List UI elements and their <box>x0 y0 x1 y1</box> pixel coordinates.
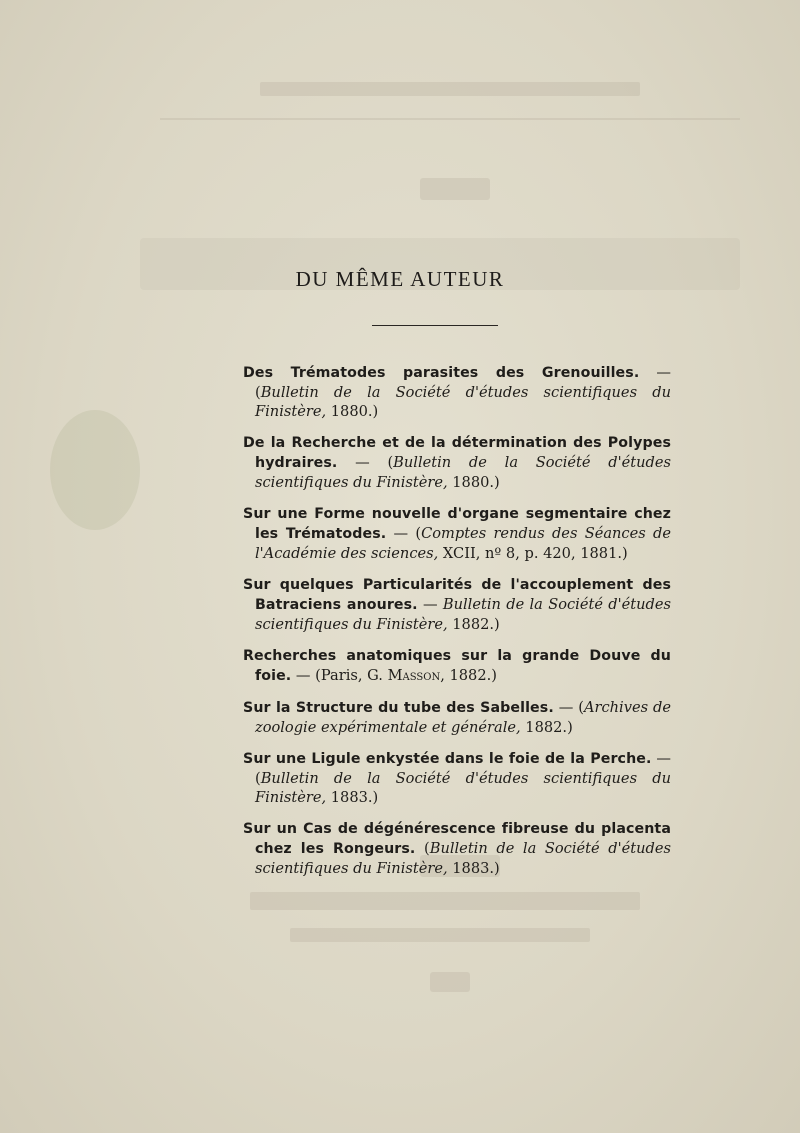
entry-separator: — ( <box>337 454 394 471</box>
entry-separator: — ( <box>386 525 422 542</box>
entry-title: De la Recherche et de la détermination des Polypes hydraires. <box>243 435 671 471</box>
entry-source: Comptes rendus des Séances de l'Académie des sciences, <box>255 525 671 562</box>
heading-rule <box>372 325 498 326</box>
entry-separator: ( <box>415 840 430 857</box>
bibliography-entry <box>243 575 671 634</box>
entry-publisher: Masson <box>387 667 441 684</box>
entry-source: Bulletin de la Société d'études scientifiques du Finistère, <box>255 454 671 491</box>
entry-source: Bulletin de la Société d'études scientifiques du Finistère, <box>255 770 671 806</box>
entry-separator: — ( <box>553 699 584 716</box>
entry-title: Sur une Ligule enkystée dans le foie de la Perche. <box>243 751 652 767</box>
entry-title: Des Trématodes parasites des Grenouilles. <box>243 365 640 381</box>
entry-source: Bulletin de la Société d'études scientifiques du Finistère, <box>255 840 671 877</box>
entry-details: 1880.) <box>326 403 379 420</box>
entry-details: 1882.) <box>447 616 500 633</box>
entry-title: Sur quelques Particularités de l'accouplement des Batraciens anoures. <box>243 577 671 613</box>
entry-details: XCII, nº 8, p. 420, 1881.) <box>438 545 628 562</box>
entry-separator: — ( <box>255 364 672 401</box>
entry-separator: — (Paris, G. <box>291 667 388 684</box>
entry-separator: — <box>417 596 443 613</box>
entry-source: Archives de zoologie expérimentale et générale, <box>255 699 671 736</box>
page-heading: DU MÊME AUTEUR <box>295 267 505 291</box>
bibliography-entry <box>243 749 671 807</box>
entry-details: , 1882.) <box>440 667 497 684</box>
entry-details: 1882.) <box>520 719 573 736</box>
bibliography-entry <box>243 646 671 686</box>
entry-title: Sur un Cas de dégénérescence fibreuse du placenta chez les Rongeurs. <box>243 821 671 857</box>
bibliography-entry <box>243 504 671 563</box>
entry-details: 1880.) <box>447 474 500 491</box>
bibliography-list <box>243 363 671 890</box>
entry-details: 1883.) <box>447 860 500 877</box>
entry-title: Sur une Forme nouvelle d'organe segmentaire chez les Trématodes. <box>243 506 671 542</box>
bibliography-entry <box>243 433 671 492</box>
entry-title: Sur la Structure du tube des Sabelles. <box>243 700 554 716</box>
entry-details: 1883.) <box>326 789 379 806</box>
entry-source: Bulletin de la Société d'études scientifiques du Finistère, <box>255 596 671 633</box>
entry-separator: — ( <box>255 750 671 787</box>
entry-title: Recherches anatomiques sur la grande Douve du foie. <box>243 648 671 684</box>
bibliography-entry <box>243 698 671 737</box>
entry-source: Bulletin de la Société d'études scientifiques du Finistère, <box>255 384 671 420</box>
bibliography-entry <box>243 363 671 421</box>
bibliography-entry <box>243 819 671 878</box>
